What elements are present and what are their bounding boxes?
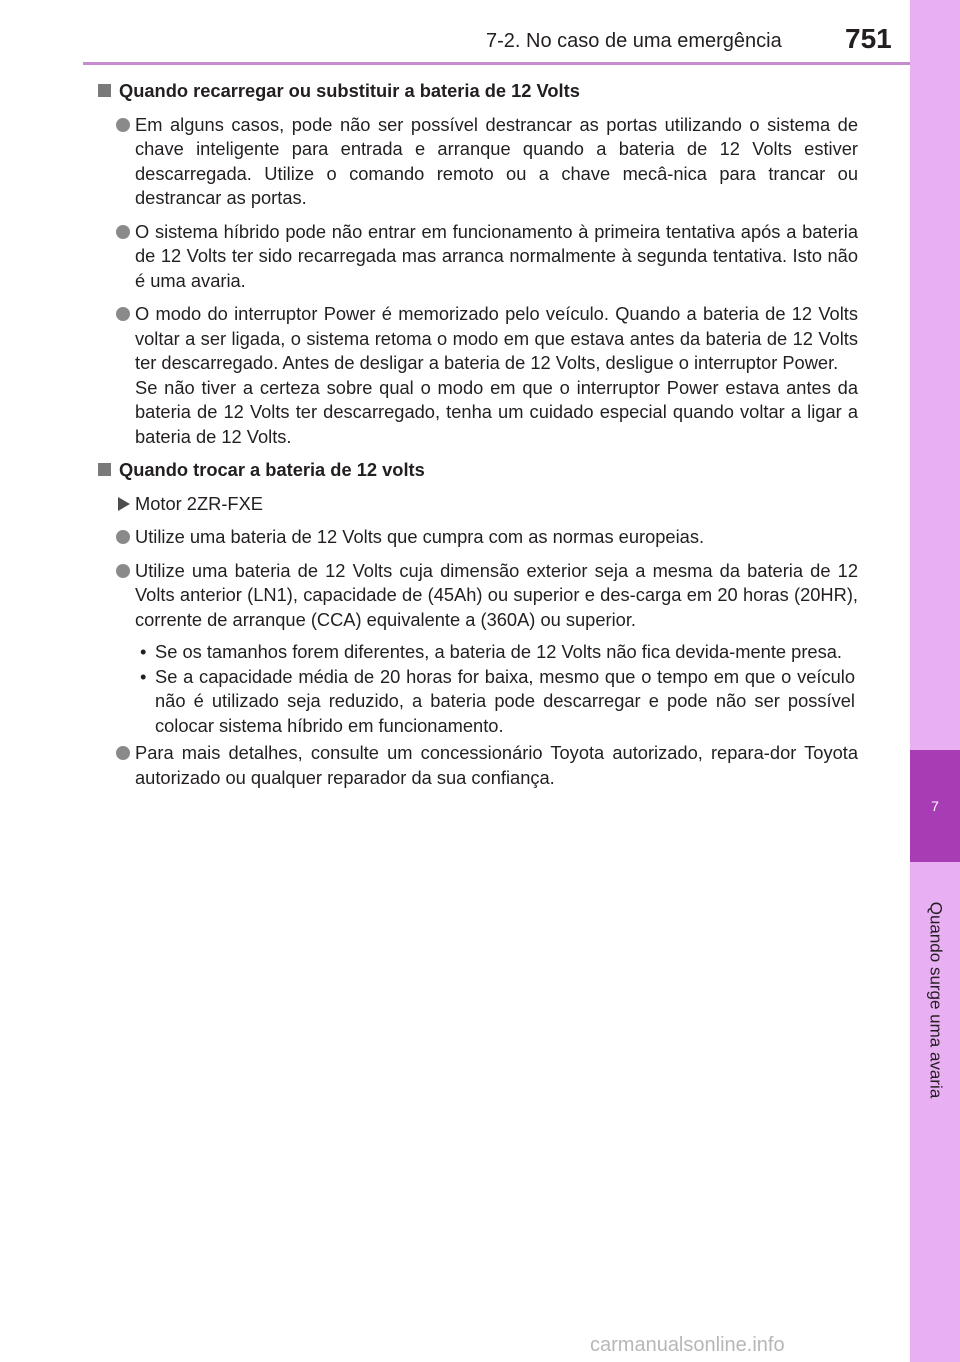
heading-text: Quando recarregar ou substituir a bateria de 12 Volts xyxy=(119,80,580,101)
chapter-title xyxy=(910,875,960,1125)
circle-bullet-icon xyxy=(116,118,130,132)
engine-label xyxy=(98,492,858,517)
circle-bullet-icon xyxy=(116,225,130,239)
list-item-text: Se não tiver a certeza sobre qual o modo em que o interruptor Power estava antes da bateria de 12 Volts ter descarregado, tenha um cuidado especial quando voltar a ligar a bateria de 12 Volts. xyxy=(135,376,858,447)
list-item-text: Para mais detalhes, consulte um concessionário Toyota autorizado, repara-dor Toyota autorizado ou qualquer reparador da sua confiança. xyxy=(135,742,858,788)
section-title: 7-2. No caso de uma emergência xyxy=(486,30,782,52)
sub-list-item xyxy=(135,640,855,665)
section-heading xyxy=(98,79,858,104)
side-tab xyxy=(910,0,960,1362)
triangle-arrow-icon xyxy=(118,497,130,511)
page-number: 751 xyxy=(845,23,892,54)
list-item xyxy=(98,741,858,790)
list-item-text: Utilize uma bateria de 12 Volts cuja dimensão exterior seja a mesma da bateria de 12 Volts anterior (LN1), capacidade de (45Ah) ou superior e des-carga em 20 horas (20HR), corrente de arranque (CCA) equivalente a (360A) ou superior. xyxy=(135,559,858,630)
list-item-text: Utilize uma bateria de 12 Volts que cumpra com as normas europeias. xyxy=(135,526,705,547)
header-rule xyxy=(83,62,910,65)
page-content xyxy=(98,79,858,799)
watermark: carmanualsonline.info xyxy=(590,1334,785,1356)
list-item-text: Em alguns casos, pode não ser possível destrancar as portas utilizando o sistema de chave inteligente para entrada e arranque quando a bateria de 12 Volts estiver descarregada. Utilize o comando remoto ou a chave mecâ-nica para trancar ou destrancar as portas. xyxy=(135,113,858,208)
circle-bullet-icon xyxy=(116,564,130,578)
square-bullet-icon xyxy=(98,84,111,97)
circle-bullet-icon xyxy=(116,530,130,544)
sub-item-text: Se os tamanhos forem diferentes, a bateria de 12 Volts não fica devida-mente presa. xyxy=(155,641,842,662)
section-heading xyxy=(98,458,858,483)
chapter-title-text: Quando surge uma avaria xyxy=(926,901,945,1099)
heading-text: Quando trocar a bateria de 12 volts xyxy=(119,459,425,480)
list-item-text: O sistema híbrido pode não entrar em funcionamento à primeira tentativa após a bateria de 12 Volts ter sido recarregada mas arranca normalmente à segunda tentativa. Isto não é uma avaria. xyxy=(135,220,858,291)
sub-list-item xyxy=(135,665,855,739)
list-item xyxy=(98,302,858,449)
sub-list xyxy=(135,640,858,738)
middot-icon: • xyxy=(140,641,147,662)
list-item-text: O modo do interruptor Power é memorizado pelo veículo. Quando a bateria de 12 Volts voltar a ser ligada, o sistema retoma o modo em que estava antes da bateria de 12 Volts ter descarregado. Antes de desligar a bateria de 12 Volts, desligue o interruptor Power. xyxy=(135,303,858,373)
circle-bullet-icon xyxy=(116,307,130,321)
square-bullet-icon xyxy=(98,463,111,476)
middot-icon: • xyxy=(140,665,147,687)
list-item xyxy=(98,113,858,211)
circle-bullet-icon xyxy=(116,746,130,760)
chapter-number: 7 xyxy=(910,750,960,862)
sub-item-text: Se a capacidade média de 20 horas for baixa, mesmo que o tempo em que o veículo não é utilizado seja reduzido, a bateria pode descarregar e pode não ser possível colocar sistema híbrido em funcionamento. xyxy=(155,665,855,736)
list-item xyxy=(98,559,858,633)
list-item xyxy=(98,220,858,294)
engine-text: Motor 2ZR-FXE xyxy=(135,492,263,514)
list-item xyxy=(98,525,858,550)
